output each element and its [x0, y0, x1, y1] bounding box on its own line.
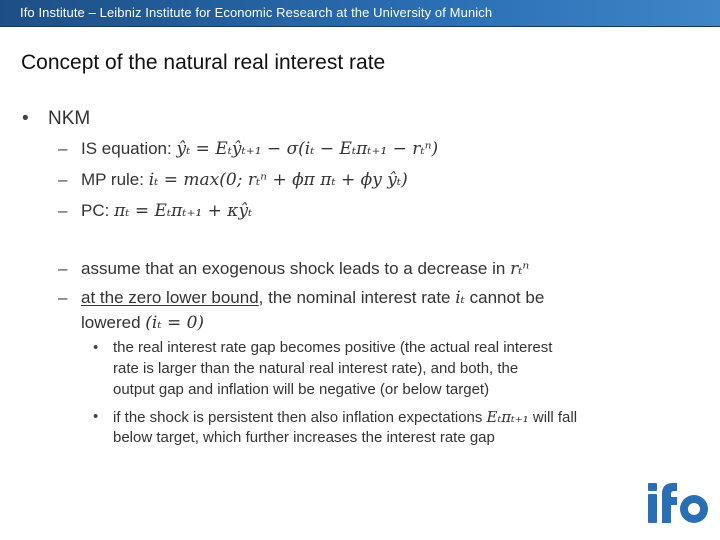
pc-equation [81, 201, 252, 221]
ifo-logo [646, 480, 710, 526]
sub1-line2: rate is larger than the natural real interest rate), and both, the [113, 360, 519, 377]
is-formula: ŷₜ = Eₜŷₜ₊₁ − σ(iₜ − Eₜπₜ₊₁ − rₜⁿ) [176, 139, 439, 159]
assume-formula: rₜⁿ [510, 259, 530, 279]
sub2-formula: Eₜπₜ₊₁ [486, 408, 529, 426]
sub1-line1: the real interest rate gap becomes positive (the actual real interest [113, 339, 553, 356]
zlb-underlined: at the zero lower bound [81, 288, 259, 307]
dash-icon: – [58, 170, 68, 189]
zlb-line-2 [81, 313, 204, 333]
sub1-line3: output gap and inflation will be negative (or below target) [113, 381, 490, 398]
bullet-dot-icon: • [93, 408, 99, 425]
bullet-dot-icon: • [93, 339, 99, 356]
dash-icon: – [58, 139, 68, 158]
dash-icon: – [58, 288, 68, 307]
institute-name: Ifo Institute – Leibniz Institute for Economic Research at the University of Munich [20, 5, 493, 20]
dash-icon: – [58, 201, 68, 220]
sub2-text-b: will fall [532, 409, 578, 426]
bullet-dot-icon: • [22, 108, 29, 129]
zlb-formula-c: (iₜ = 0) [145, 313, 205, 333]
is-equation [81, 139, 438, 159]
zlb-text-c: lowered [81, 313, 141, 332]
mp-rule [81, 170, 408, 190]
sub2-line1 [113, 408, 577, 426]
pc-label: PC: [81, 201, 110, 220]
assume-line [81, 259, 529, 279]
pc-formula: πₜ = Eₜπₜ₊₁ + κŷₜ [114, 201, 253, 221]
sub2-line2: below target, which further increases the interest rate gap [113, 429, 495, 446]
mp-label: MP rule: [81, 170, 144, 189]
sub2-text-a: if the shock is persistent then also inflation expectations [113, 409, 483, 426]
assume-text: assume that an exogenous shock leads to a decrease in [81, 259, 506, 278]
dash-icon: – [58, 259, 68, 278]
is-label: IS equation: [81, 139, 172, 158]
slide-title: Concept of the natural real interest rate [21, 51, 386, 74]
zlb-line-1 [81, 288, 544, 308]
nkm-label: NKM [48, 108, 91, 129]
zlb-formula-a: iₜ [455, 288, 465, 308]
mp-formula: iₜ = max(0; rₜⁿ + ϕπ πₜ + ϕy ŷₜ) [148, 170, 408, 190]
zlb-text-a: , the nominal interest rate [258, 288, 451, 307]
zlb-text-b: cannot be [469, 288, 545, 307]
